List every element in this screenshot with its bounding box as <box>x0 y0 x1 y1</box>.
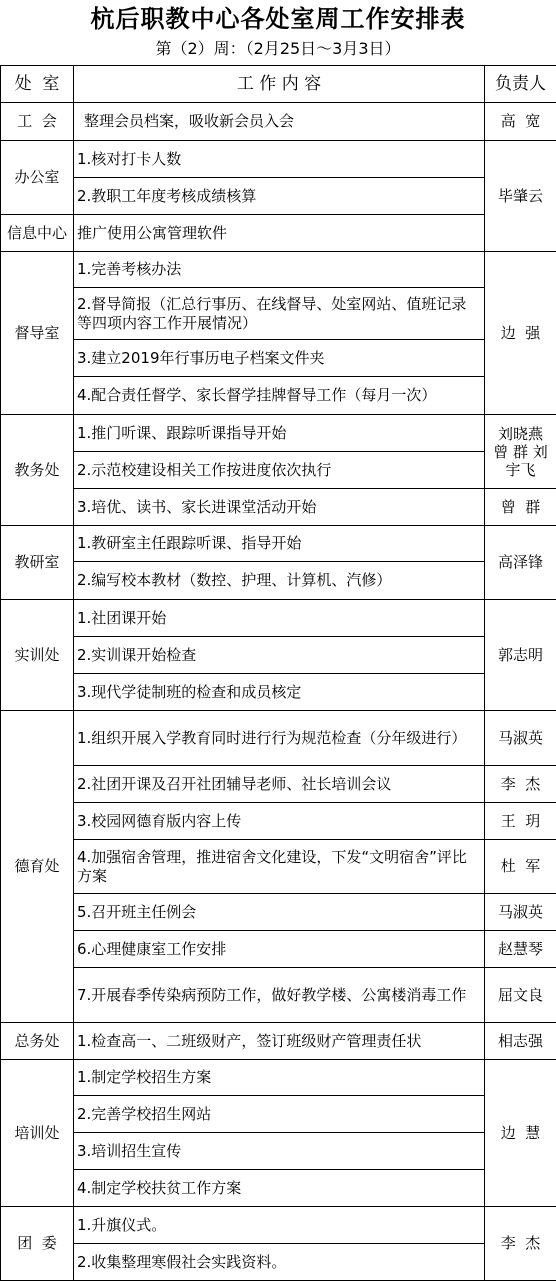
task-cell: 整理会员档案，吸收新会员入会 <box>74 103 485 141</box>
task-cell: 1.社团课开始 <box>74 600 485 637</box>
schedule-table <box>0 65 556 1281</box>
dept-cell: 督导室 <box>1 252 74 415</box>
task-cell: 2.社团开课及召开社团辅导老师、社长培训会议 <box>74 766 485 803</box>
task-cell: 7.开展春季传染病预防工作，做好教学楼、公寓楼消毒工作 <box>74 968 485 1023</box>
task-cell: 1.升旗仪式。 <box>74 1207 485 1244</box>
person-cell: 曾 群 <box>485 489 556 526</box>
dept-cell: 教研室 <box>1 526 74 600</box>
dept-cell: 实训处 <box>1 600 74 711</box>
task-cell: 1.检查高一、二班级财产，签订班级财产管理责任状 <box>74 1023 485 1060</box>
person-cell: 赵慧琴 <box>485 931 556 968</box>
dept-cell: 教务处 <box>1 415 74 526</box>
dept-cell: 总务处 <box>1 1023 74 1060</box>
header-person: 负责人 <box>485 66 556 103</box>
task-cell: 6.心理健康室工作安排 <box>74 931 485 968</box>
task-cell: 2.编写校本教材（数控、护理、计算机、汽修） <box>74 562 485 600</box>
task-cell: 5.召开班主任例会 <box>74 894 485 931</box>
task-cell: 2.完善学校招生网站 <box>74 1096 485 1133</box>
task-cell: 3.现代学徒制班的检查和成员核定 <box>74 674 485 711</box>
person-cell: 相志强 <box>485 1023 556 1060</box>
task-cell: 2.实训课开始检查 <box>74 637 485 674</box>
person-cell: 杜 军 <box>485 840 556 894</box>
dept-cell: 信息中心 <box>1 215 74 252</box>
dept-cell: 办公室 <box>1 141 74 215</box>
dept-cell: 德育处 <box>1 711 74 1023</box>
header-dept: 处 室 <box>1 66 74 103</box>
dept-cell: 团 委 <box>1 1207 74 1281</box>
task-cell: 4.加强宿舍管理，推进宿舍文化建设，下发“文明宿舍”评比方案 <box>74 840 485 894</box>
task-cell: 4.制定学校扶贫工作方案 <box>74 1170 485 1207</box>
page-title: 杭后职教中心各处室周工作安排表 <box>0 2 556 36</box>
task-cell: 1.组织开展入学教育同时进行行为规范检查（分年级进行） <box>74 711 485 766</box>
task-cell: 2.收集整理寒假社会实践资料。 <box>74 1244 485 1281</box>
task-cell: 2.教职工年度考核成绩核算 <box>74 178 485 215</box>
task-cell: 3.培优、读书、家长进课堂活动开始 <box>74 489 485 526</box>
task-cell: 1.完善考核办法 <box>74 252 485 288</box>
dept-cell: 工 会 <box>1 103 74 141</box>
person-cell: 马淑英 <box>485 711 556 766</box>
person-cell: 刘晓燕 曾 群 刘宇飞 <box>485 415 556 489</box>
task-cell: 1.推门听课、跟踪听课指导开始 <box>74 415 485 452</box>
person-cell: 屈文良 <box>485 968 556 1023</box>
person-cell: 高泽锋 <box>485 526 556 600</box>
header-work: 工 作 内 容 <box>74 66 485 103</box>
task-cell: 3.校园网德育版内容上传 <box>74 803 485 840</box>
dept-cell: 培训处 <box>1 1060 74 1207</box>
person-cell: 王 玥 <box>485 803 556 840</box>
task-cell: 推广使用公寓管理软件 <box>74 215 485 252</box>
person-cell: 李 杰 <box>485 766 556 803</box>
week-subtitle: 第（2）周：（2月25日～3月3日） <box>0 38 556 60</box>
task-cell: 2.示范校建设相关工作按进度依次执行 <box>74 452 485 489</box>
person-cell: 马淑英 <box>485 894 556 931</box>
task-cell: 3.培训招生宣传 <box>74 1133 485 1170</box>
person-cell: 边 慧 <box>485 1060 556 1207</box>
task-cell: 1.教研室主任跟踪听课、指导开始 <box>74 526 485 562</box>
person-cell: 郭志明 <box>485 600 556 711</box>
person-cell: 李 杰 <box>485 1207 556 1281</box>
task-cell: 3.建立2019年行事历电子档案文件夹 <box>74 340 485 377</box>
person-cell: 毕肇云 <box>485 141 556 252</box>
task-cell: 4.配合责任督学、家长督学挂牌督导工作（每月一次） <box>74 377 485 415</box>
person-cell: 高 宽 <box>485 103 556 141</box>
task-cell: 1.制定学校招生方案 <box>74 1060 485 1096</box>
person-cell: 边 强 <box>485 252 556 415</box>
task-cell: 1.核对打卡人数 <box>74 141 485 178</box>
task-cell: 2.督导简报（汇总行事历、在线督导、处室网站、值班记录等四项内容工作开展情况） <box>74 288 485 340</box>
